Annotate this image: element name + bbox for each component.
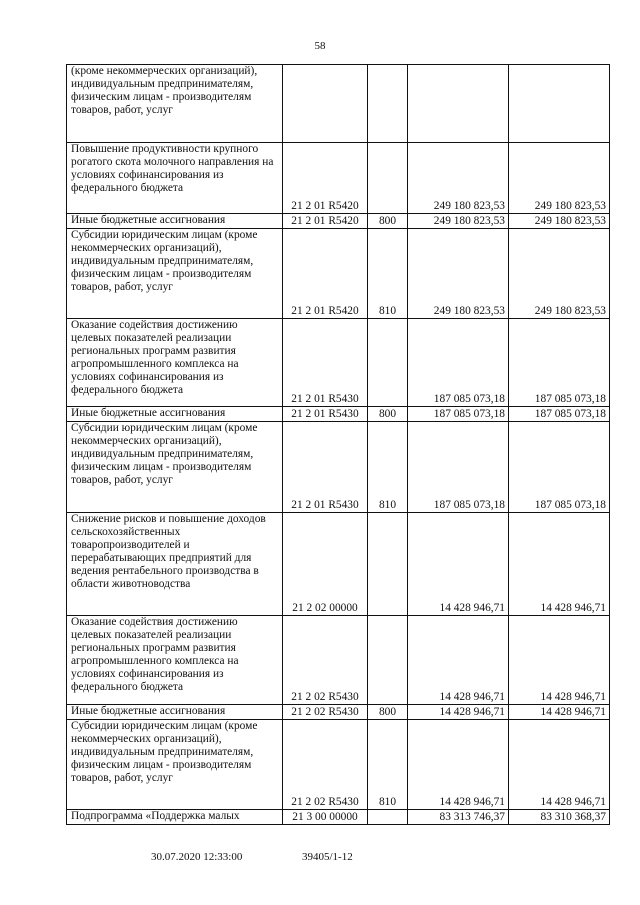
target-code-cell: 21 2 01 R5420 (283, 229, 368, 319)
amount-cell: 249 180 823,53 (408, 229, 509, 319)
expense-name-cell: Субсидии юридическим лицам (кроме некоммерческих организаций), индивидуальным предпринимателям, физическим лицам - производителям товаров, работ, услуг (67, 229, 283, 319)
expense-name-cell: (кроме некоммерческих организаций), индивидуальным предпринимателям, физическим лицам - производителям товаров, работ, услуг (67, 65, 283, 143)
expense-name-cell: Оказание содействия достижению целевых показателей реализации региональных программ развития агропромышленного комплекса на условиях софинансирования из федерального бюджета (67, 319, 283, 407)
table-row (67, 65, 610, 143)
amount-cell: 14 428 946,71 (509, 720, 610, 810)
footer-datetime: 30.07.2020 12:33:00 (151, 851, 243, 863)
expense-name-cell: Подпрограмма «Поддержка малых (67, 810, 283, 825)
expense-name-cell: Иные бюджетные ассигнования (67, 705, 283, 720)
table-row (67, 705, 610, 720)
target-code-cell: 21 2 02 R5430 (283, 705, 368, 720)
amount-cell: 249 180 823,53 (509, 143, 610, 214)
expense-type-cell (368, 65, 408, 143)
amount-cell: 83 310 368,37 (509, 810, 610, 825)
target-code-cell: 21 3 00 00000 (283, 810, 368, 825)
expense-name-cell: Иные бюджетные ассигнования (67, 407, 283, 422)
target-code-cell: 21 2 01 R5420 (283, 214, 368, 229)
expense-name-cell: Субсидии юридическим лицам (кроме некоммерческих организаций), индивидуальным предпринимателям, физическим лицам - производителям товаров, работ, услуг (67, 422, 283, 513)
expense-name-cell: Повышение продуктивности крупного рогатого скота молочного направления на условиях софинансирования из федерального бюджета (67, 143, 283, 214)
amount-cell: 249 180 823,53 (408, 143, 509, 214)
target-code-cell (283, 65, 368, 143)
expense-name-cell: Оказание содействия достижению целевых показателей реализации региональных программ развития агропромышленного комплекса на условиях софинансирования из федерального бюджета (67, 616, 283, 705)
target-code-cell: 21 2 02 R5430 (283, 616, 368, 705)
table-row (67, 214, 610, 229)
amount-cell: 187 085 073,18 (408, 422, 509, 513)
table-row (67, 407, 610, 422)
amount-cell: 187 085 073,18 (509, 319, 610, 407)
amount-cell: 14 428 946,71 (408, 616, 509, 705)
expense-type-cell (368, 319, 408, 407)
expense-type-cell (368, 616, 408, 705)
target-code-cell: 21 2 01 R5430 (283, 422, 368, 513)
expense-type-cell: 800 (368, 214, 408, 229)
amount-cell: 83 313 746,37 (408, 810, 509, 825)
amount-cell: 249 180 823,53 (408, 214, 509, 229)
target-code-cell: 21 2 02 00000 (283, 513, 368, 616)
amount-cell: 249 180 823,53 (509, 214, 610, 229)
budget-table (66, 64, 610, 825)
table-row (67, 810, 610, 825)
target-code-cell: 21 2 02 R5430 (283, 720, 368, 810)
amount-cell: 14 428 946,71 (408, 705, 509, 720)
amount-cell: 14 428 946,71 (509, 513, 610, 616)
table-row (67, 513, 610, 616)
expense-type-cell (368, 810, 408, 825)
table-row (67, 422, 610, 513)
table-row (67, 143, 610, 214)
amount-cell: 187 085 073,18 (408, 319, 509, 407)
amount-cell (509, 65, 610, 143)
expense-type-cell (368, 513, 408, 616)
footer-doc-number: 39405/1-12 (302, 851, 353, 863)
amount-cell: 14 428 946,71 (509, 705, 610, 720)
expense-type-cell: 810 (368, 422, 408, 513)
amount-cell: 14 428 946,71 (408, 720, 509, 810)
expense-name-cell: Иные бюджетные ассигнования (67, 214, 283, 229)
expense-type-cell (368, 143, 408, 214)
expense-type-cell: 800 (368, 705, 408, 720)
expense-type-cell: 810 (368, 720, 408, 810)
table-row (67, 229, 610, 319)
table-row (67, 616, 610, 705)
amount-cell: 14 428 946,71 (509, 616, 610, 705)
amount-cell (408, 65, 509, 143)
expense-name-cell: Снижение рисков и повышение доходов сельскохозяйственных товаропроизводителей и перерабатывающих предприятий для ведения рентабельного производства в области животноводства (67, 513, 283, 616)
amount-cell: 249 180 823,53 (509, 229, 610, 319)
amount-cell: 187 085 073,18 (509, 407, 610, 422)
amount-cell: 187 085 073,18 (509, 422, 610, 513)
table-row (67, 319, 610, 407)
target-code-cell: 21 2 01 R5430 (283, 407, 368, 422)
expense-type-cell: 800 (368, 407, 408, 422)
page-number: 58 (314, 40, 326, 52)
target-code-cell: 21 2 01 R5420 (283, 143, 368, 214)
amount-cell: 187 085 073,18 (408, 407, 509, 422)
table-row (67, 720, 610, 810)
amount-cell: 14 428 946,71 (408, 513, 509, 616)
expense-type-cell: 810 (368, 229, 408, 319)
expense-name-cell: Субсидии юридическим лицам (кроме некоммерческих организаций), индивидуальным предпринимателям, физическим лицам - производителям товаров, работ, услуг (67, 720, 283, 810)
target-code-cell: 21 2 01 R5430 (283, 319, 368, 407)
